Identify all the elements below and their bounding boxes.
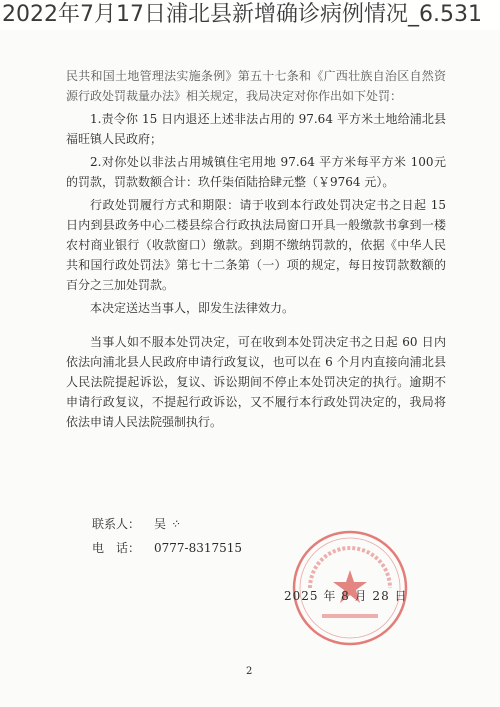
document-date: 2025 年 8 月 28 日	[284, 589, 408, 603]
paragraph-appeal-rights: 当事人如不服本处罚决定，可在收到本处罚决定书之日起 60 日内依法向浦北县人民政府申请行政复议，也可以在 6 个月内直接向浦北县人民法院提起诉讼，复议、诉讼期间不停止本处罚决定的执行。逾期不申请行政复议，不提起行政诉讼，又不履行本行政处罚决定的，我局将依法申请人民法院强制执行。	[66, 335, 446, 429]
page-number: 2	[246, 666, 253, 677]
paragraph-legal-basis: 民共和国土地管理法实施条例》第五十七条和《广西壮族自治区自然资源行政处罚裁量办法》相关规定，我局决定对你作出如下处罚：	[66, 69, 446, 103]
paragraph-penalty-2: 2.对你处以非法占用城镇住宅用地 97.64 平方米每平方米 100元的罚款，罚款数额合计：玖仟柒佰陆拾肆元整（￥9764 元）。	[66, 155, 446, 189]
phone-label: 电 话：	[92, 541, 141, 555]
paragraph-payment-method: 行政处罚履行方式和期限：请于收到本行政处罚决定书之日起 15 日内到县政务中心二楼县综合行政执法局窗口开具一般缴款书拿到一楼农村商业银行（收款窗口）缴款。到期不缴纳罚款的，依据《中华人民共和国行政处罚法》第七十二条第（一）项的规定，每日按罚款数额的百分之三加处罚款。	[66, 198, 446, 292]
phone-value: 0777-8317515	[154, 541, 243, 555]
overlay-title: 2022年7月17日浦北县新增确诊病例情况_6.531	[0, 0, 500, 30]
phone-row	[92, 536, 242, 560]
contact-label: 联系人：	[92, 517, 141, 531]
paragraph-penalty-1: 1.责令你 15 日内退还上述非法占用的 97.64 平方米土地给浦北县福旺镇人民政府；	[66, 112, 446, 146]
signature-mark: ⁘	[170, 517, 181, 531]
decision-body	[66, 66, 446, 435]
contact-block	[92, 512, 242, 560]
contact-value: 吴	[154, 517, 167, 531]
paragraph-effectiveness: 本决定送达当事人，即发生法律效力。	[90, 301, 295, 315]
contact-person-row	[92, 512, 242, 536]
